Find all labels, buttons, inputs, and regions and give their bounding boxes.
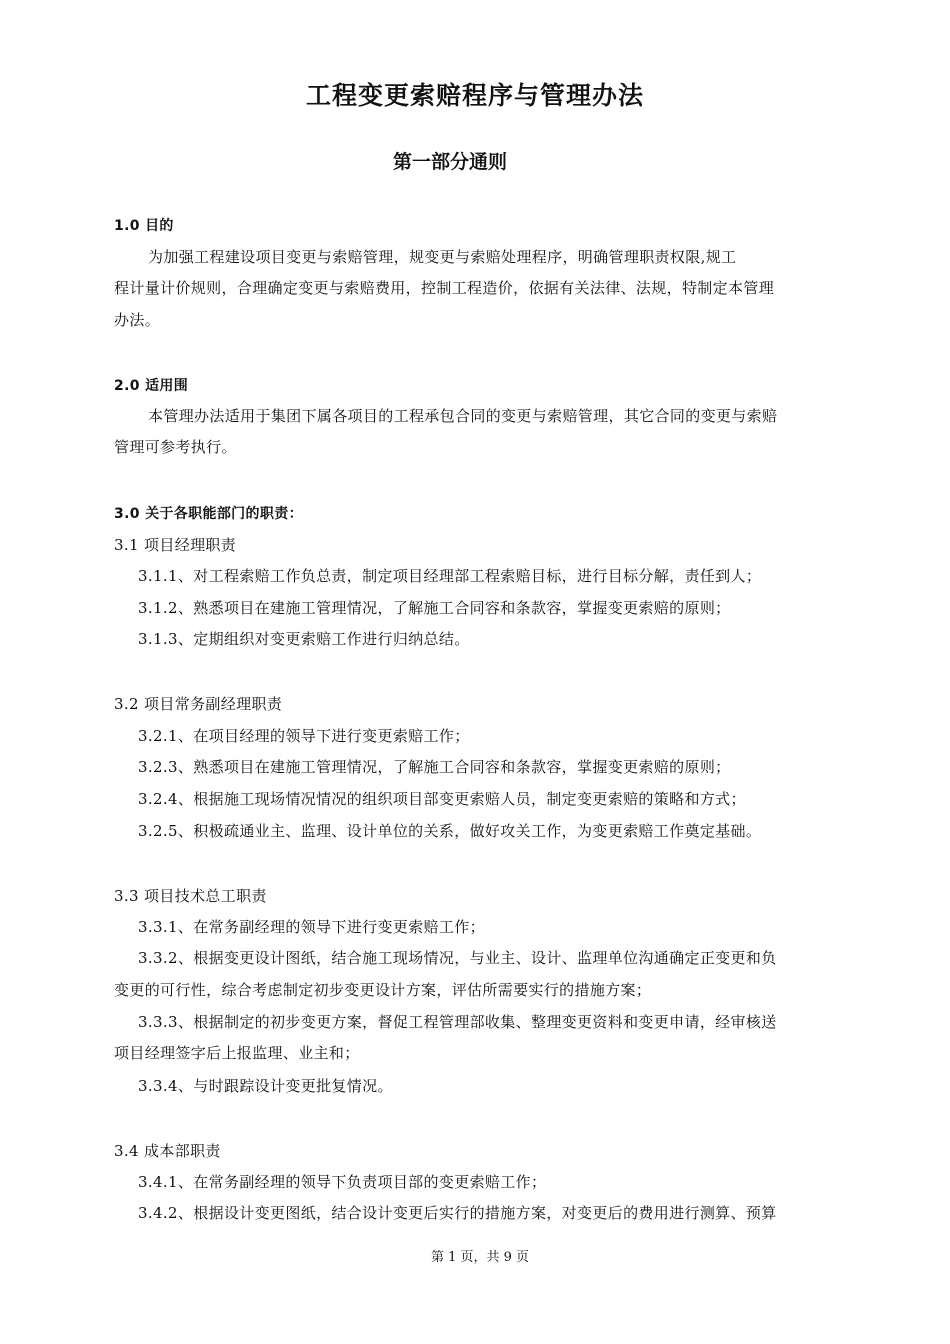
- paragraph-line: 项目经理签字后上报监理、业主和；: [114, 1044, 360, 1062]
- list-item: 3.4.2、根据设计变更图纸，结合设计变更后实行的措施方案，对变更后的费用进行测算、预算: [138, 1204, 777, 1222]
- paragraph-line: 变更的可行性，综合考虑制定初步变更设计方案，评估所需要实行的措施方案；: [114, 981, 652, 999]
- paragraph-line: 办法。: [114, 311, 161, 329]
- list-item: 3.3.3、根据制定的初步变更方案，督促工程管理部收集、整理变更资料和变更申请，经审核送: [138, 1013, 777, 1031]
- list-item: 3.2.1、在项目经理的领导下进行变更索赔工作；: [138, 727, 470, 745]
- section-heading: 1.0 目的: [114, 218, 174, 234]
- paragraph-line: 程计量计价规则，合理确定变更与索赔费用，控制工程造价，依据有关法律、法规，特制定本管理: [114, 279, 775, 297]
- list-item: 3.2.3、熟悉项目在建施工管理情况，了解施工合同容和条款容，掌握变更索赔的原则；: [138, 758, 731, 776]
- paragraph-line: 本管理办法适用于集团下属各项目的工程承包合同的变更与索赔管理，其它合同的变更与索赔: [148, 407, 778, 425]
- paragraph-line: 管理可参考执行。: [114, 438, 237, 456]
- list-item: 3.1.1、对工程索赔工作负总责，制定项目经理部工程索赔目标，进行目标分解，责任到人；: [138, 567, 762, 585]
- list-item: 3.1.2、熟悉项目在建施工管理情况，了解施工合同容和条款容，掌握变更索赔的原则；: [138, 599, 731, 617]
- document-title: 工程变更索赔程序与管理办法: [305, 81, 644, 110]
- list-item: 3.3.1、在常务副经理的领导下进行变更索赔工作；: [138, 918, 485, 936]
- list-item: 3.2.4、根据施工现场情况情况的组织项目部变更索赔人员，制定变更索赔的策略和方式；: [138, 790, 746, 808]
- list-item: 3.4.1、在常务副经理的领导下负责项目部的变更索赔工作；: [138, 1173, 547, 1191]
- list-item: 3.1.3、定期组织对变更索赔工作进行归纳总结。: [138, 630, 470, 648]
- section-heading: 3.0 关于各职能部门的职责：: [114, 506, 303, 522]
- subsection-heading: 3.3 项目技术总工职责: [114, 887, 267, 905]
- subsection-heading: 3.2 项目常务副经理职责: [114, 695, 283, 713]
- section-heading: 2.0 适用围: [114, 378, 189, 394]
- part-title: 第一部分通则: [392, 151, 507, 173]
- list-item: 3.3.4、与时跟踪设计变更批复情况。: [138, 1077, 393, 1095]
- list-item: 3.3.2、根据变更设计图纸，结合施工现场情况，与业主、设计、监理单位沟通确定正变更和负: [138, 949, 777, 967]
- paragraph-line: 为加强工程建设项目变更与索赔管理，规变更与索赔处理程序，明确管理职责权限,规工: [148, 248, 737, 266]
- subsection-heading: 3.1 项目经理职责: [114, 536, 237, 554]
- page-footer: 第 1 页，共 9 页: [430, 1250, 530, 1265]
- subsection-heading: 3.4 成本部职责: [114, 1142, 221, 1160]
- list-item: 3.2.5、积极疏通业主、监理、设计单位的关系，做好攻关工作，为变更索赔工作奠定基础。: [138, 822, 762, 840]
